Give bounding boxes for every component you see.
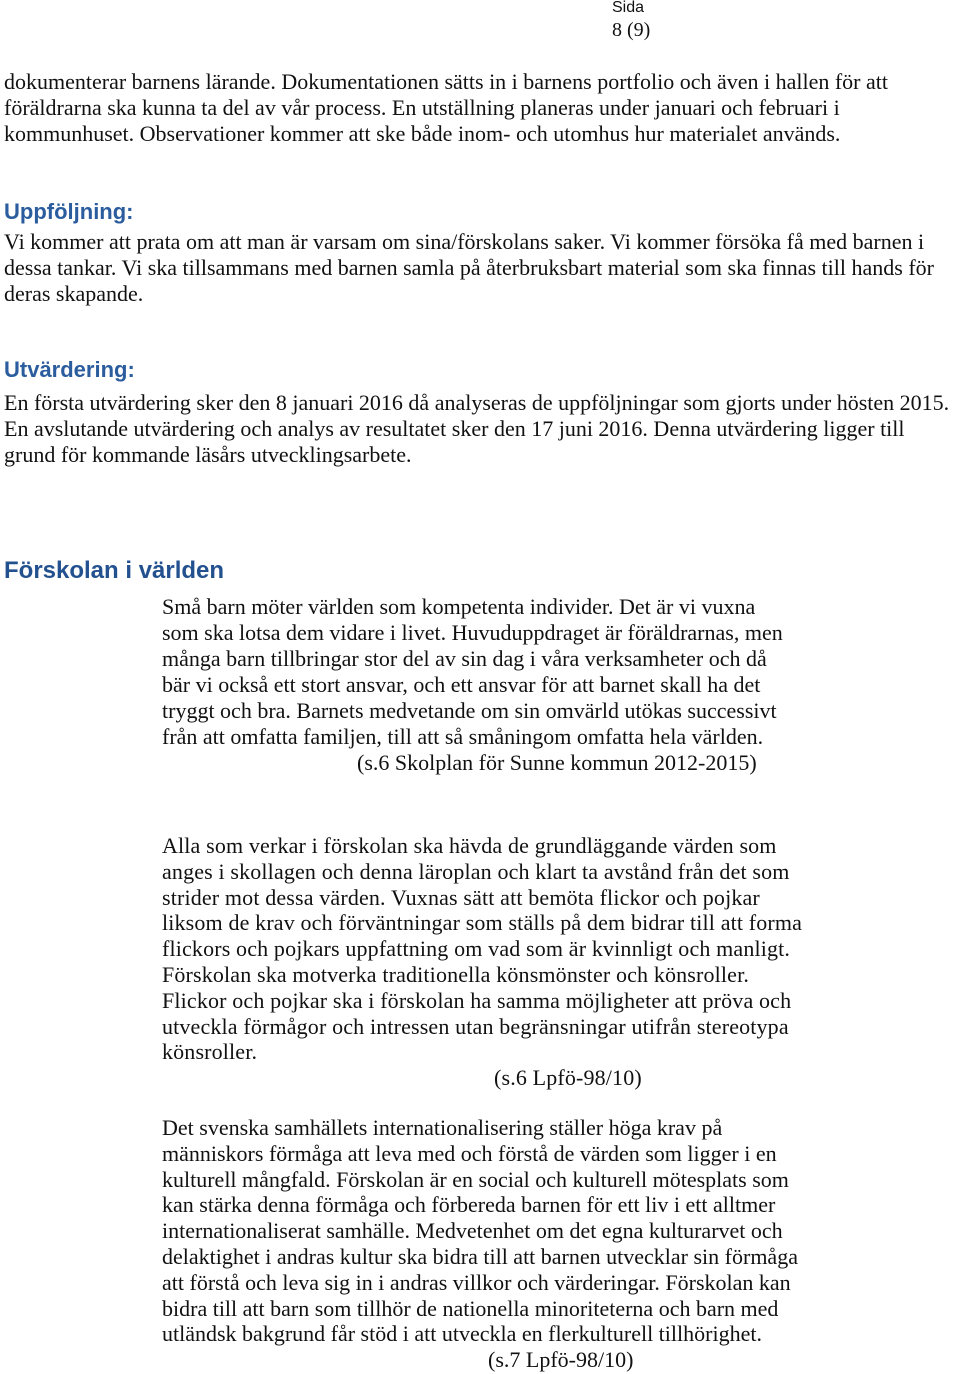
evaluation-paragraph (4, 390, 949, 468)
paragraph-line: föräldrarna ska kunna ta del av vår process. En utställning planeras under januari och februari i (4, 95, 840, 120)
followup-heading: Uppföljning: (4, 199, 134, 224)
quote-citation: (s.6 Lpfö-98/10) (494, 1065, 642, 1091)
intro-paragraph (4, 69, 888, 147)
quote-line: Det svenska samhällets internationalisering ställer höga krav på (162, 1115, 723, 1140)
quote-line: från att omfatta familjen, till att så småningom omfatta hela världen. (162, 724, 764, 749)
paragraph-line: deras skapande. (4, 281, 144, 306)
quote-line: strider mot dessa värden. Vuxnas sätt att bemöta flickor och pojkar (162, 884, 760, 910)
paragraph-line: kommunhuset. Observationer kommer att ske både inom- och utomhus hur materialet används. (4, 121, 841, 146)
quote-line: könsroller. (162, 1039, 258, 1065)
quote-line: utländsk bakgrund får stöd i att utveckla en flerkulturell tillhörighet. (162, 1321, 762, 1347)
quote-block (162, 1115, 798, 1373)
paragraph-line: grund för kommande läsårs utvecklingsarbete. (4, 442, 412, 467)
quote-line: många barn tillbringar stor del av sin dag i våra verksamheter och då (162, 646, 767, 671)
paragraph-line: dokumenterar barnens lärande. Dokumentationen sätts in i barnens portfolio och även i hallen för att (4, 69, 888, 94)
quote-line: Små barn möter världen som kompetenta individer. Det är vi vuxna (162, 594, 756, 619)
quote-line: att förstå och leva sig in i andras villkor och värderingar. Förskolan kan (162, 1269, 791, 1295)
quote-line: kan stärka denna förmåga och förbereda barnen för ett liv i ett alltmer (162, 1192, 776, 1218)
quote-line: anges i skollagen och denna läroplan och klart ta avstånd från det som (162, 858, 790, 884)
section-heading: Förskolan i världen (4, 557, 225, 584)
quote-line: bär vi också ett stort ansvar, och ett ansvar för att barnet skall ha det (162, 672, 761, 697)
paragraph-line: En första utvärdering sker den 8 januari 2016 då analyseras de uppföljningar som gjorts under hösten 2015. (4, 390, 950, 415)
page-number: 8 (9) (612, 19, 651, 41)
paragraph-line: En avslutande utvärdering och analys av resultatet sker den 17 juni 2016. Denna utvärdering ligger till (4, 416, 905, 441)
quote-line: utveckla förmågor och intressen utan begränsningar utifrån stereotypa (162, 1013, 789, 1039)
quote-line: delaktighet i andras kultur ska bidra till att barnen utvecklar sin förmåga (162, 1243, 798, 1269)
quote-line: internationaliserat samhälle. Medvetenhet om det egna kulturarvet och (162, 1218, 783, 1244)
quote-line: flickors och pojkars uppfattning om vad som är kvinnligt och manligt. (162, 936, 791, 962)
quote-citation: (s.7 Lpfö-98/10) (488, 1347, 634, 1373)
evaluation-heading: Utvärdering: (4, 357, 135, 382)
quote-line: som ska lotsa dem vidare i livet. Huvuduppdraget är föräldrarnas, men (162, 620, 783, 645)
quote-block (162, 594, 783, 776)
quote-line: Flickor och pojkar ska i förskolan ha samma möjligheter att pröva och (162, 987, 792, 1013)
quote-line: människors förmåga att leva med och förstå de värden som ligger i en (162, 1140, 777, 1166)
paragraph-line: Vi kommer att prata om att man är varsam om sina/förskolans saker. Vi kommer försöka få med barnen i (4, 229, 925, 254)
followup-paragraph (4, 229, 934, 307)
quote-line: tryggt och bra. Barnets medvetande om sin omvärld utökas successivt (162, 698, 777, 723)
quote-citation: (s.6 Skolplan för Sunne kommun 2012-2015) (357, 750, 757, 775)
quote-line: liksom de krav och förväntningar som ställs på dem bidrar till att forma (162, 910, 803, 936)
quote-line: Alla som verkar i förskolan ska hävda de grundläggande värden som (162, 833, 777, 858)
quote-line: bidra till att barn som tillhör de nationella minoriteterna och barn med (162, 1295, 779, 1321)
page-label: Sida (612, 0, 645, 16)
quote-line: kulturell mångfald. Förskolan är en social och kulturell mötesplats som (162, 1166, 789, 1192)
paragraph-line: dessa tankar. Vi ska tillsammans med barnen samla på återbruksbart material som ska finnas till hands för (4, 255, 934, 280)
quote-block (162, 833, 802, 1091)
quote-line: Förskolan ska motverka traditionella könsmönster och könsroller. (162, 961, 749, 987)
